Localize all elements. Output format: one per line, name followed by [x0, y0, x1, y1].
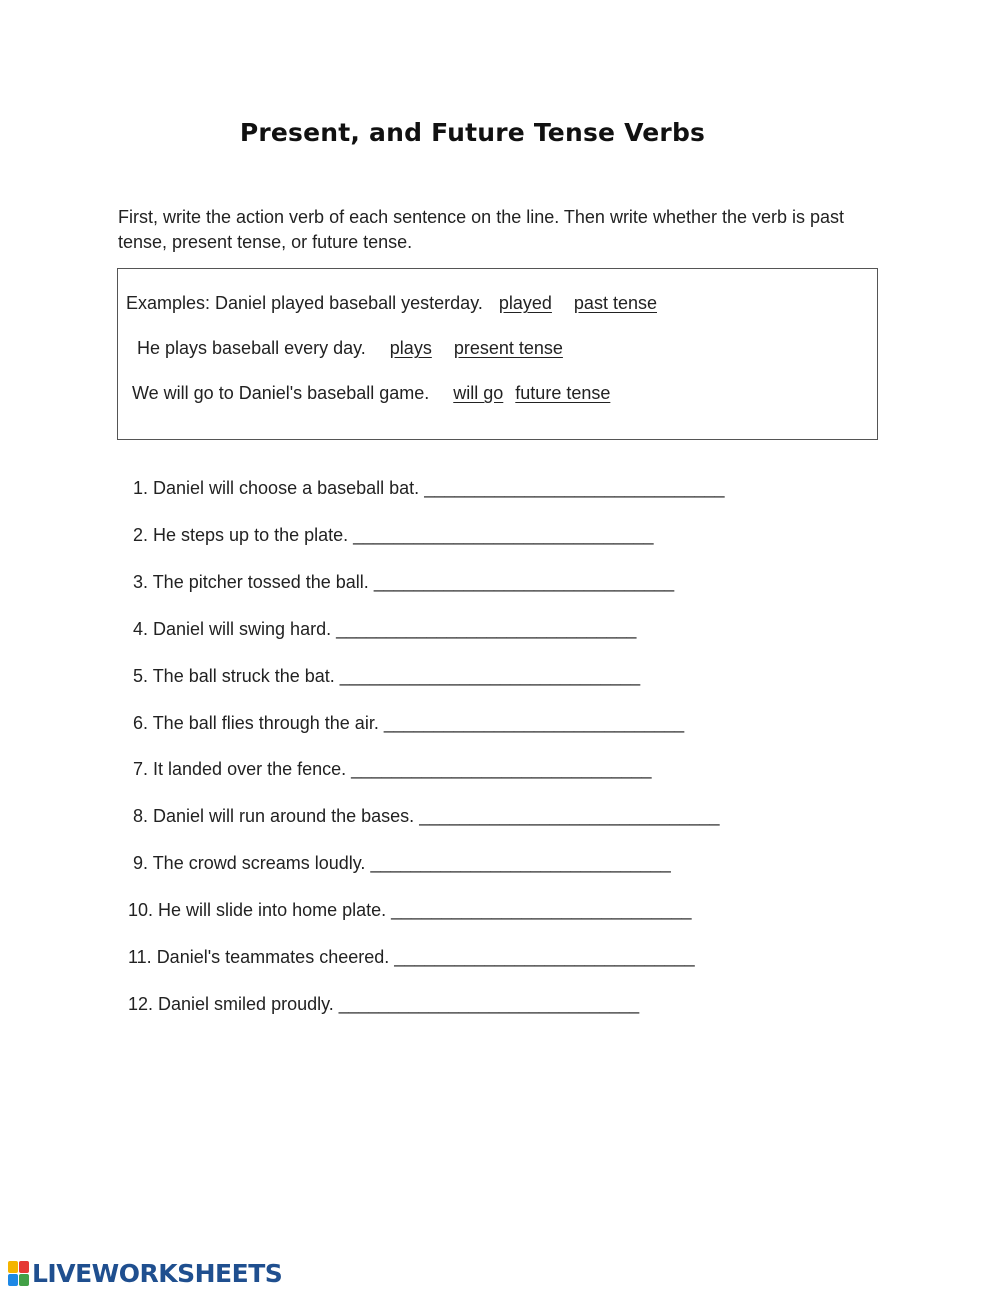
- question-text: 5. The ball struck the bat.: [133, 666, 335, 686]
- example-tense: future tense: [515, 383, 611, 403]
- logo-icon: [8, 1261, 30, 1287]
- question-text: 1. Daniel will choose a baseball bat.: [133, 478, 420, 498]
- example-sentence: Examples: Daniel played baseball yesterday.: [126, 293, 483, 313]
- question-text: 9. The crowd screams loudly.: [133, 853, 366, 873]
- example-tense: present tense: [453, 338, 563, 358]
- question-text: 8. Daniel will run around the bases.: [133, 806, 415, 826]
- answer-blank[interactable]: ______________________________: [424, 478, 725, 498]
- question-item: [133, 853, 671, 874]
- question-item: [133, 666, 640, 687]
- example-tense: past tense: [573, 293, 657, 313]
- liveworksheets-logo[interactable]: [8, 1259, 282, 1288]
- example-verb: played: [498, 293, 552, 313]
- worksheet-title: Present, and Future Tense Verbs: [239, 118, 706, 147]
- question-item: [133, 572, 674, 593]
- answer-blank[interactable]: ______________________________: [351, 759, 652, 779]
- question-text: 12. Daniel smiled proudly.: [128, 994, 334, 1014]
- answer-blank[interactable]: ______________________________: [383, 713, 685, 733]
- answer-blank[interactable]: ______________________________: [419, 806, 720, 826]
- question-item: [128, 900, 691, 921]
- question-item: [133, 713, 684, 734]
- question-item: [133, 619, 636, 640]
- question-item: [128, 994, 639, 1015]
- question-text: 6. The ball flies through the air.: [133, 713, 379, 733]
- answer-blank[interactable]: ______________________________: [338, 994, 640, 1014]
- question-item: [133, 806, 720, 827]
- question-item: [128, 947, 695, 968]
- question-text: 4. Daniel will swing hard.: [133, 619, 332, 639]
- question-text: 10. He will slide into home plate.: [128, 900, 387, 920]
- logo-text: LIVEWORKSHEETS: [32, 1259, 283, 1288]
- question-text: 3. The pitcher tossed the ball.: [133, 572, 369, 592]
- answer-blank[interactable]: ______________________________: [394, 947, 695, 967]
- question-text: 11. Daniel's teammates cheered.: [128, 947, 390, 967]
- instructions-text: First, write the action verb of each sentence on the line. Then write whether the verb is past tense, present tense, or future tense.: [118, 207, 845, 252]
- answer-blank[interactable]: ______________________________: [336, 619, 637, 639]
- answer-blank[interactable]: ______________________________: [370, 853, 671, 873]
- question-item: [133, 478, 725, 499]
- question-text: 2. He steps up to the plate.: [133, 525, 349, 545]
- example-verb: plays: [389, 338, 432, 358]
- answer-blank[interactable]: ______________________________: [373, 572, 675, 592]
- example-sentence: We will go to Daniel's baseball game.: [132, 383, 430, 403]
- example-verb: will go: [453, 383, 504, 403]
- answer-blank[interactable]: ______________________________: [339, 666, 641, 686]
- answer-blank[interactable]: ______________________________: [391, 900, 692, 920]
- answer-blank[interactable]: ______________________________: [353, 525, 654, 545]
- question-item: [133, 525, 653, 546]
- question-text: 7. It landed over the fence.: [133, 759, 347, 779]
- question-item: [133, 759, 652, 780]
- example-sentence: He plays baseball every day.: [137, 338, 366, 358]
